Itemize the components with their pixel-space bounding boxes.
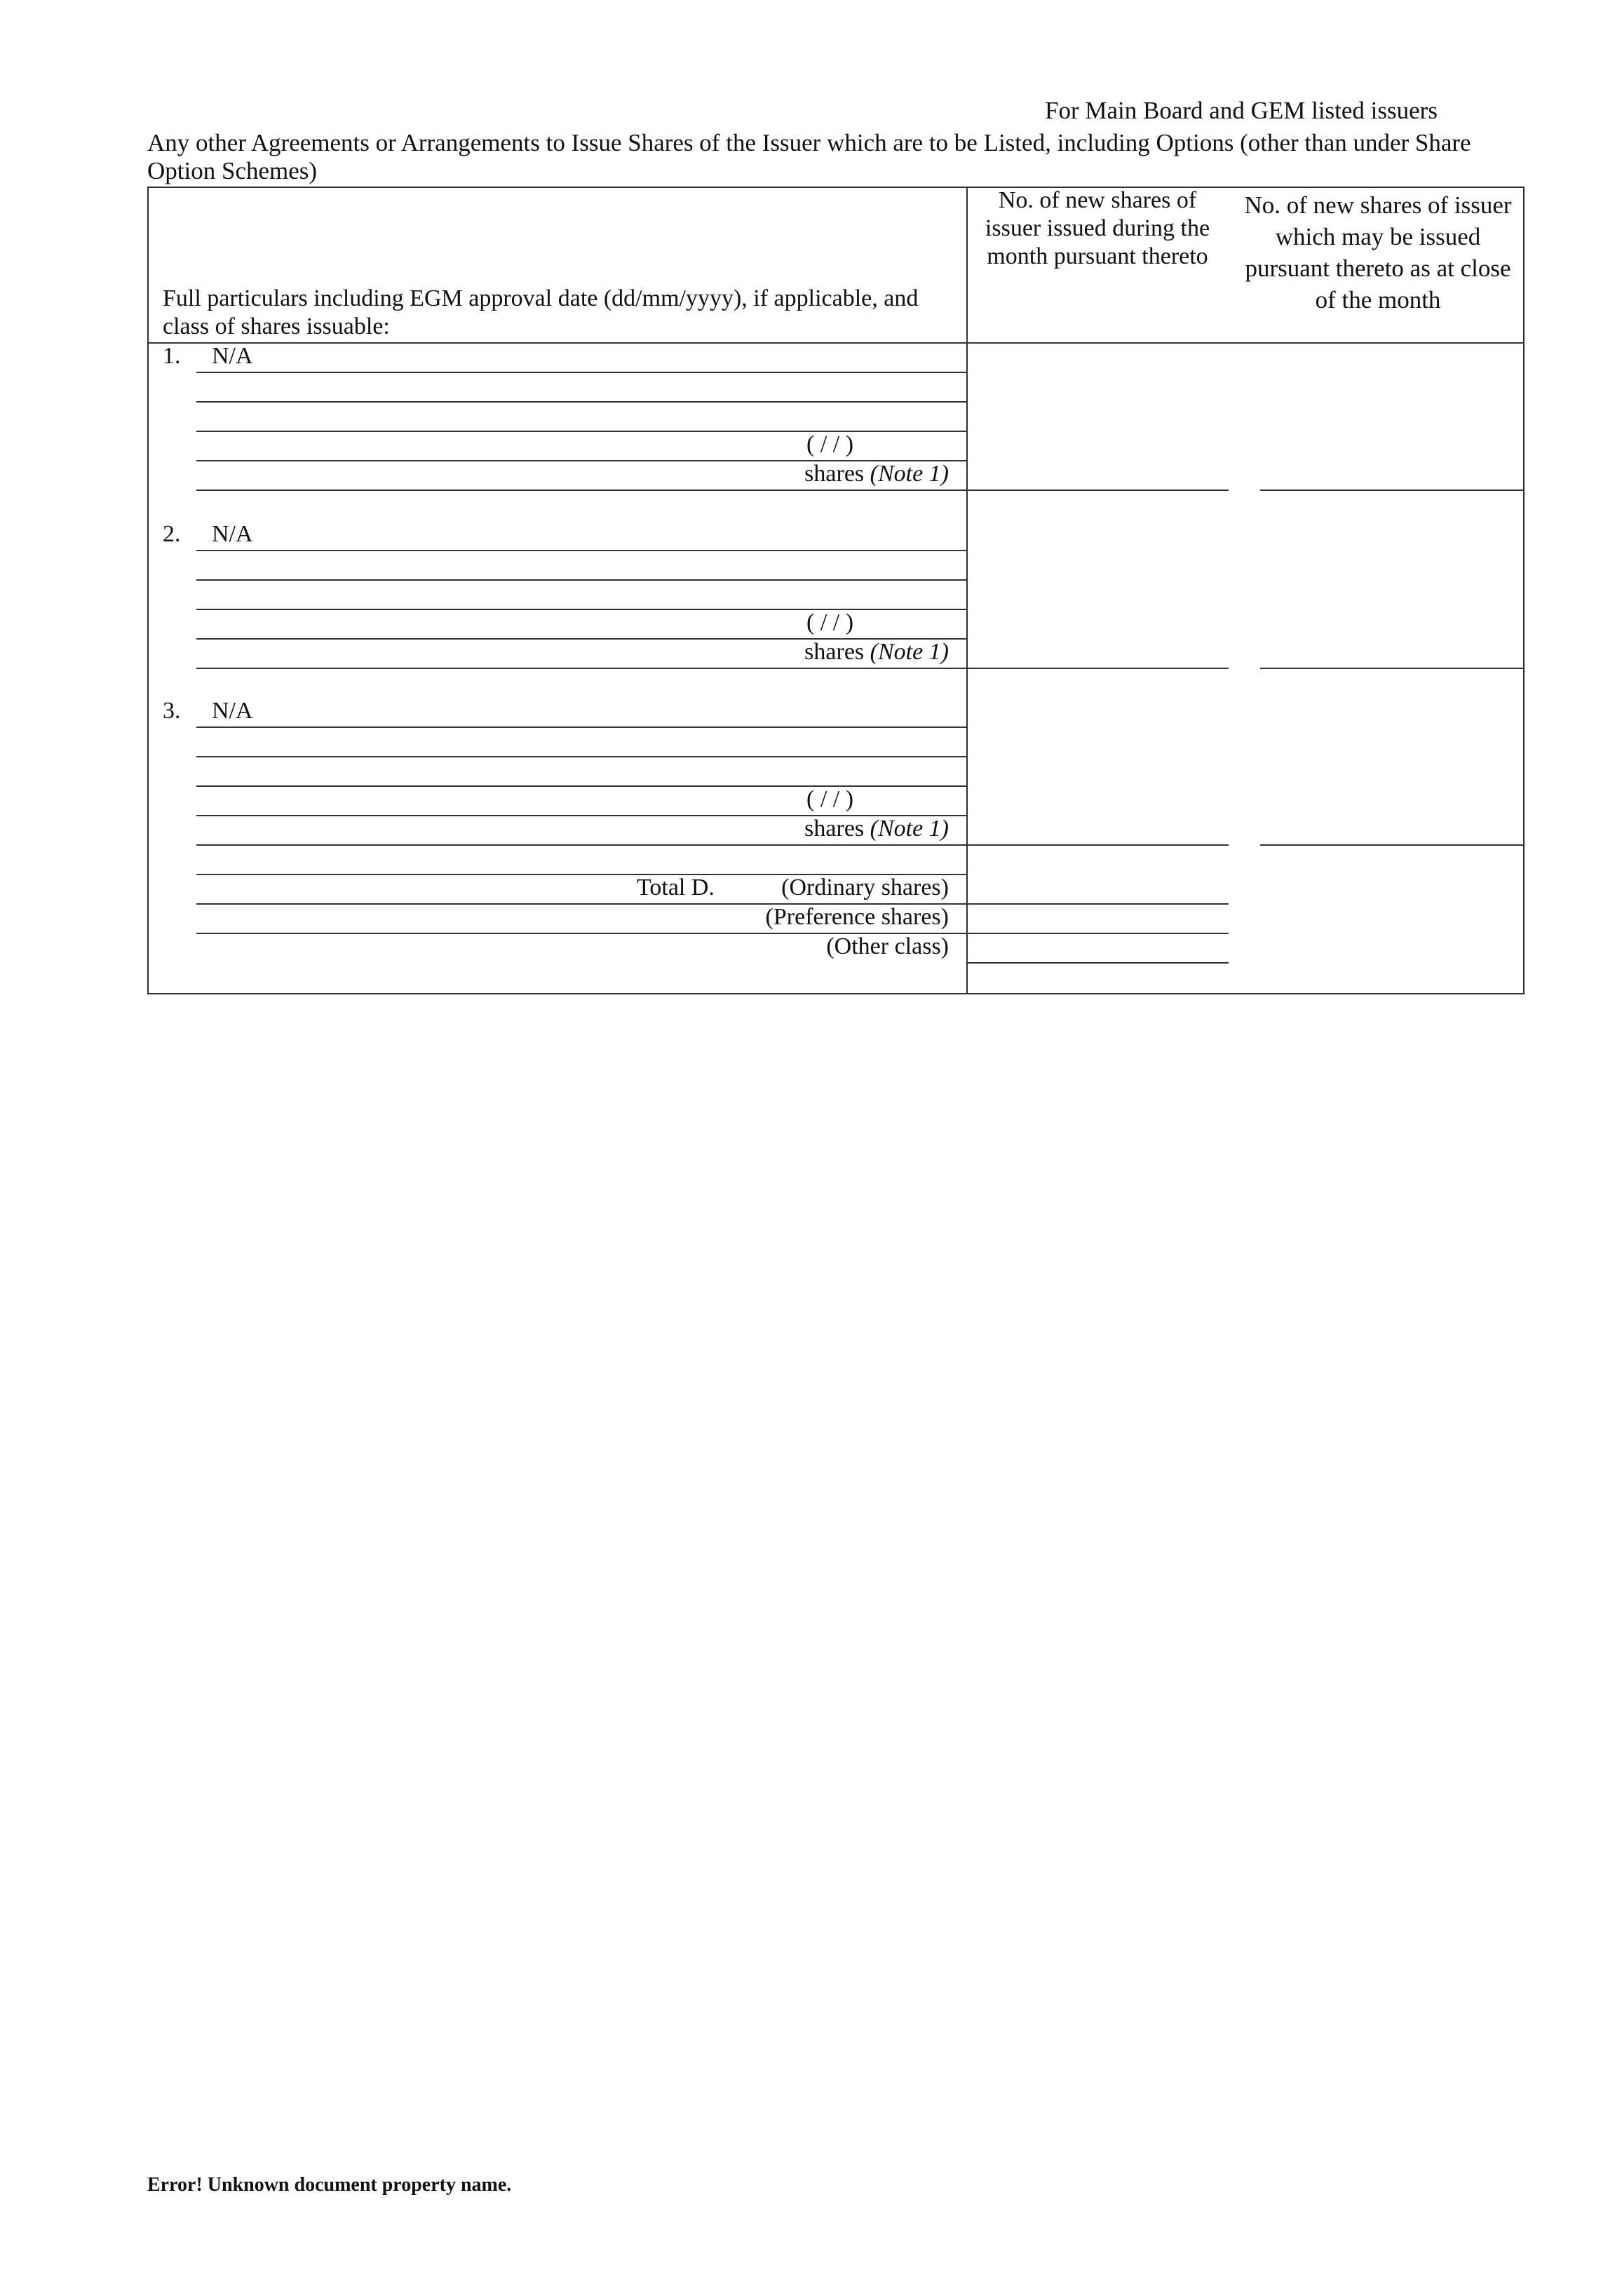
approval-date: ( / / ) — [806, 431, 854, 457]
may-be-issued-value-line — [1260, 668, 1525, 669]
shares-label — [804, 460, 949, 488]
shares-word: shares — [804, 461, 865, 487]
entry-line — [196, 756, 966, 757]
item-number: 2. — [163, 521, 181, 547]
entry-line — [196, 668, 966, 669]
footer-error-text: Error! Unknown document property name. — [147, 2174, 512, 2196]
header-divider — [147, 342, 1525, 344]
item-number: 3. — [163, 698, 181, 724]
note-reference: (Note 1) — [870, 639, 949, 665]
entry-line — [196, 401, 966, 403]
entry-line — [196, 550, 966, 551]
item-number: 1. — [163, 343, 181, 369]
item-text: N/A — [212, 698, 253, 724]
shares-label — [804, 815, 949, 843]
item-text: N/A — [212, 521, 253, 547]
issued-during-month-header: No. of new shares of issuer issued during the month pursuant thereto — [985, 187, 1210, 269]
may-be-issued-header: No. of new shares of issuer which may be issued pursuant thereto as at close of the month — [1244, 191, 1512, 313]
total-other-label: (Other class) — [826, 933, 949, 959]
issued-value-line — [966, 668, 1229, 669]
entry-line — [196, 727, 966, 728]
approval-date: ( / / ) — [806, 786, 854, 812]
total-ordinary-label: (Ordinary shares) — [781, 874, 949, 900]
shares-word: shares — [804, 816, 865, 842]
shares-word: shares — [804, 639, 865, 665]
approval-date: ( / / ) — [806, 609, 854, 635]
issued-value-line — [966, 489, 1229, 491]
entry-line — [196, 579, 966, 581]
total-label: Total D. — [637, 874, 715, 900]
particulars-header: Full particulars including EGM approval date (dd/mm/yyyy), if applicable, and class of shares issuable: — [163, 285, 919, 339]
applicability-label: For Main Board and GEM listed issuers — [1045, 97, 1438, 124]
item-text: N/A — [212, 343, 253, 369]
entry-line — [196, 844, 966, 846]
issued-value-line — [966, 844, 1229, 846]
may-be-issued-value-line — [1260, 844, 1525, 846]
entry-line — [196, 489, 966, 491]
may-be-issued-value-line — [1260, 489, 1525, 491]
total-preference-label: (Preference shares) — [765, 904, 949, 930]
total-ordinary-value-line — [966, 903, 1229, 905]
note-reference: (Note 1) — [870, 461, 949, 487]
section-title: Any other Agreements or Arrangements to Issue Shares of the Issuer which are to be Listed, including Options (other than under Share Option Schemes) — [147, 129, 1471, 184]
entry-line — [196, 372, 966, 373]
shares-label — [804, 638, 949, 666]
total-preference-value-line — [966, 933, 1229, 934]
note-reference: (Note 1) — [870, 816, 949, 842]
column-divider — [966, 187, 968, 994]
total-other-value-line — [966, 962, 1229, 964]
